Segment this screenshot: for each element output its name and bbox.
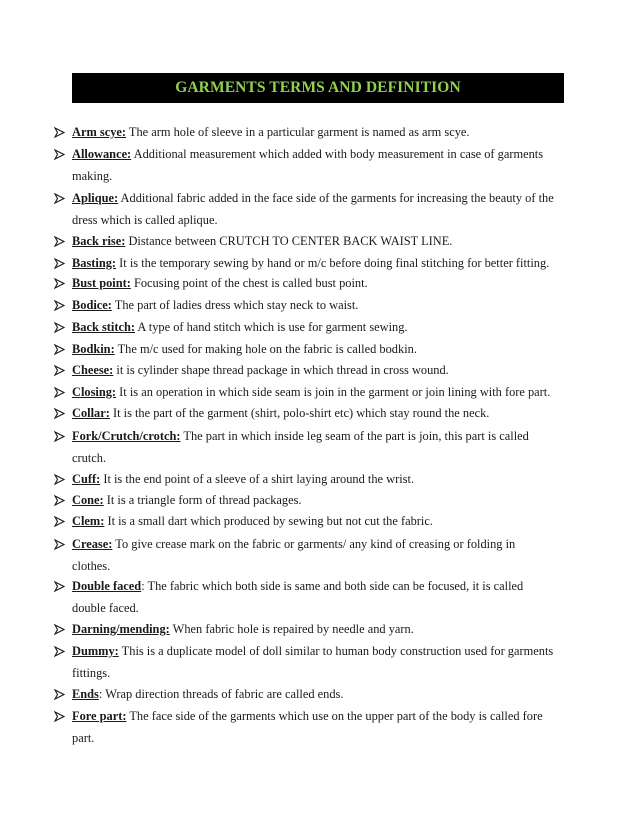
- term-entry: [72, 233, 452, 249]
- term-entry: [72, 190, 554, 206]
- term-definition: It is the end point of a sleeve of a shirt laying around the wrist.: [100, 472, 415, 486]
- term-entry: [72, 297, 358, 313]
- term-definition: It is a small dart which produced by sewing but not cut the fabric.: [104, 514, 433, 528]
- term-definition: Additional fabric added in the face side of the garments for increasing the beauty of the: [118, 191, 554, 205]
- term-entry: [72, 146, 543, 162]
- term-definition: To give crease mark on the fabric or garments/ any kind of creasing or folding in: [112, 537, 516, 551]
- arrowhead-bullet-icon: [54, 643, 66, 659]
- term-definition: It is an operation in which side seam is join in the garment or join lining with fore part.: [116, 385, 551, 399]
- term-definition: The arm hole of sleeve in a particular garment is named as arm scye.: [126, 125, 470, 139]
- term-definition-continuation: double faced.: [72, 601, 139, 615]
- arrowhead-bullet-icon: [54, 708, 66, 724]
- term-entry: [72, 384, 550, 400]
- term-label: Fork/Crutch/crotch:: [72, 429, 181, 443]
- term-entry: [72, 341, 417, 357]
- term-definition-continuation: crutch.: [72, 451, 107, 465]
- term-entry: [72, 536, 515, 552]
- arrowhead-bullet-icon: [54, 384, 66, 400]
- term-entry: [72, 428, 529, 444]
- term-definition: The part of ladies dress which stay neck to waist.: [111, 298, 359, 312]
- arrowhead-bullet-icon: [54, 341, 66, 357]
- term-entry: [72, 621, 414, 637]
- term-definition: It is a triangle form of thread packages.: [103, 493, 302, 507]
- term-label: Dummy:: [72, 644, 119, 658]
- arrowhead-bullet-icon: [54, 124, 66, 140]
- term-definition: It is the part of the garment (shirt, polo-shirt etc) which stay round the neck.: [109, 406, 490, 420]
- arrowhead-bullet-icon: [54, 578, 66, 594]
- term-label: Closing:: [72, 385, 117, 399]
- arrowhead-bullet-icon: [54, 686, 66, 702]
- arrowhead-bullet-icon: [54, 275, 66, 291]
- term-label: Ends: [72, 687, 99, 701]
- term-entry: [72, 471, 414, 487]
- arrowhead-bullet-icon: [54, 319, 66, 335]
- term-label: Cheese:: [72, 363, 114, 377]
- arrowhead-bullet-icon: [54, 492, 66, 508]
- term-entry: [72, 643, 553, 659]
- term-entry: [72, 319, 408, 335]
- term-label: Darning/mending:: [72, 622, 170, 636]
- arrowhead-bullet-icon: [54, 362, 66, 378]
- arrowhead-bullet-icon: [54, 513, 66, 529]
- arrowhead-bullet-icon: [54, 405, 66, 421]
- term-entry: [72, 275, 368, 291]
- term-definition: Additional measurement which added with body measurement in case of garments: [131, 147, 544, 161]
- arrowhead-bullet-icon: [54, 536, 66, 552]
- page-title: GARMENTS TERMS AND DEFINITION: [175, 79, 461, 96]
- term-label: Crease:: [72, 537, 113, 551]
- term-label: Bodice:: [72, 298, 112, 312]
- term-label: Cuff:: [72, 472, 101, 486]
- term-entry: [72, 686, 343, 702]
- term-entry: [72, 124, 470, 140]
- term-definition: : Wrap direction threads of fabric are called ends.: [98, 687, 344, 701]
- term-entry: [72, 513, 433, 529]
- term-label: Basting:: [72, 256, 117, 270]
- term-label: Back stitch:: [72, 320, 135, 334]
- term-entry: [72, 255, 549, 271]
- term-label: Double faced: [72, 579, 142, 593]
- term-label: Arm scye:: [72, 125, 127, 139]
- arrowhead-bullet-icon: [54, 621, 66, 637]
- term-label: Collar:: [72, 406, 110, 420]
- arrowhead-bullet-icon: [54, 146, 66, 162]
- term-label: Cone:: [72, 493, 104, 507]
- arrowhead-bullet-icon: [54, 233, 66, 249]
- term-definition: This is a duplicate model of doll similar to human body construction used for garments: [118, 644, 554, 658]
- term-entry: [72, 405, 489, 421]
- term-label: Fore part:: [72, 709, 127, 723]
- term-label: Allowance:: [72, 147, 132, 161]
- term-definition: Focusing point of the chest is called bust point.: [130, 276, 368, 290]
- term-entry: [72, 708, 543, 724]
- term-label: Aplique:: [72, 191, 119, 205]
- term-definition-continuation: dress which is called aplique.: [72, 213, 218, 227]
- term-definition: The face side of the garments which use on the upper part of the body is called fore: [126, 709, 543, 723]
- term-definition: : The fabric which both side is same and both side can be focused, it is called: [141, 579, 524, 593]
- term-label: Clem:: [72, 514, 105, 528]
- term-definition: The part in which inside leg seam of the part is join, this part is called: [180, 429, 529, 443]
- term-definition: It is the temporary sewing by hand or m/c before doing final stitching for better fitting.: [116, 256, 550, 270]
- term-definition-continuation: part.: [72, 731, 95, 745]
- term-label: Back rise:: [72, 234, 126, 248]
- term-label: Bodkin:: [72, 342, 115, 356]
- term-entry: [72, 492, 302, 508]
- term-label: Bust point:: [72, 276, 131, 290]
- term-entry: [72, 578, 523, 594]
- arrowhead-bullet-icon: [54, 428, 66, 444]
- arrowhead-bullet-icon: [54, 297, 66, 313]
- term-definition-continuation: fittings.: [72, 666, 111, 680]
- term-definition-continuation: clothes.: [72, 559, 111, 573]
- term-definition-continuation: making.: [72, 169, 113, 183]
- term-definition: When fabric hole is repaired by needle and yarn.: [169, 622, 414, 636]
- arrowhead-bullet-icon: [54, 190, 66, 206]
- arrowhead-bullet-icon: [54, 471, 66, 487]
- term-entry: [72, 362, 449, 378]
- term-definition: The m/c used for making hole on the fabric is called bodkin.: [114, 342, 417, 356]
- term-definition: A type of hand stitch which is use for garment sewing.: [134, 320, 408, 334]
- arrowhead-bullet-icon: [54, 255, 66, 271]
- term-definition: it is cylinder shape thread package in which thread in cross wound.: [113, 363, 449, 377]
- term-definition: Distance between CRUTCH TO CENTER BACK WAIST LINE.: [125, 234, 453, 248]
